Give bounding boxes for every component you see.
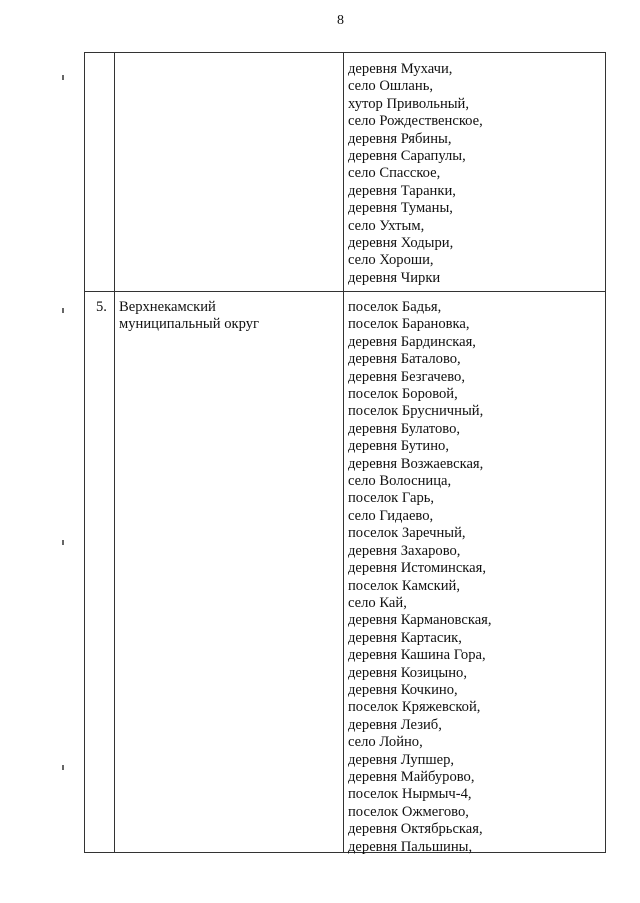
settlement-item: деревня Пальшины, xyxy=(348,838,473,855)
settlement-item: поселок Бадья, xyxy=(348,299,442,315)
settlement-item: село Рождественское, xyxy=(348,113,483,130)
settlement-item: деревня Рябины, xyxy=(348,130,452,147)
settlement-item: деревня Бардинская, xyxy=(348,333,476,350)
settlement-item: поселок Камский, xyxy=(348,577,461,594)
settlement-item: поселок Брусничный, xyxy=(348,403,484,420)
settlement-item: деревня Лезиб, xyxy=(348,716,442,733)
settlement-item: деревня Кочкино, xyxy=(348,681,458,698)
settlement-item: деревня Безгачево, xyxy=(348,368,465,385)
settlement-item: село Гидаево, xyxy=(348,507,434,524)
settlement-item: деревня Булатово, xyxy=(348,420,461,437)
column-divider xyxy=(114,53,115,852)
settlement-item: поселок Кряжевской, xyxy=(348,699,481,716)
settlement-item: деревня Таранки, xyxy=(348,182,456,199)
settlement-item: деревня Мухачи, xyxy=(348,61,453,77)
settlement-list xyxy=(348,299,492,856)
settlement-item: поселок Барановка, xyxy=(348,316,470,333)
scan-mark xyxy=(62,308,64,313)
settlement-item: деревня Козицыно, xyxy=(348,664,467,681)
settlement-item: деревня Возжаевская, xyxy=(348,455,484,472)
scan-mark xyxy=(62,540,64,545)
settlement-item: деревня Сарапулы, xyxy=(348,148,466,165)
column-divider xyxy=(343,53,344,852)
settlement-item: поселок Ожмегово, xyxy=(348,803,469,820)
settlement-item: деревня Истоминская, xyxy=(348,560,486,577)
settlement-item: поселок Боровой, xyxy=(348,386,458,403)
row-divider xyxy=(85,291,605,292)
settlement-item: село Хороши, xyxy=(348,252,434,269)
row-number: 5. xyxy=(96,299,107,315)
page-number: 8 xyxy=(337,13,344,28)
settlement-item: село Ошлань, xyxy=(348,78,434,95)
settlement-item: деревня Кармановская, xyxy=(348,612,492,629)
scan-mark xyxy=(62,75,64,80)
settlement-item: поселок Нырмыч-4, xyxy=(348,786,472,803)
settlement-item: село Спасское, xyxy=(348,165,441,182)
scan-mark xyxy=(62,765,64,770)
settlement-item: деревня Октябрьская, xyxy=(348,821,483,838)
settlements-table xyxy=(84,52,606,853)
settlement-item: деревня Лупшер, xyxy=(348,751,455,768)
settlement-item: деревня Захарово, xyxy=(348,542,461,559)
settlement-item: деревня Картасик, xyxy=(348,629,462,646)
settlement-item: поселок Заречный, xyxy=(348,525,466,542)
settlement-item: село Ухтым, xyxy=(348,217,425,234)
settlement-list xyxy=(348,61,483,287)
settlement-item: деревня Кашина Гора, xyxy=(348,647,486,664)
settlement-item: село Волосница, xyxy=(348,473,452,490)
settlement-item: деревня Бутино, xyxy=(348,438,449,455)
settlement-item: село Лойно, xyxy=(348,734,423,751)
settlement-item: село Кай, xyxy=(348,594,407,611)
settlement-item: деревня Баталово, xyxy=(348,351,461,368)
settlement-item: деревня Ходыри, xyxy=(348,235,454,252)
settlement-item: деревня Чирки xyxy=(348,269,441,286)
settlement-item: поселок Гарь, xyxy=(348,490,435,507)
settlement-item: деревня Туманы, xyxy=(348,200,453,217)
settlement-item: хутор Привольный, xyxy=(348,95,470,112)
district-name: Верхнекамский муниципальный округ xyxy=(119,299,259,333)
settlement-item: деревня Майбурово, xyxy=(348,768,475,785)
